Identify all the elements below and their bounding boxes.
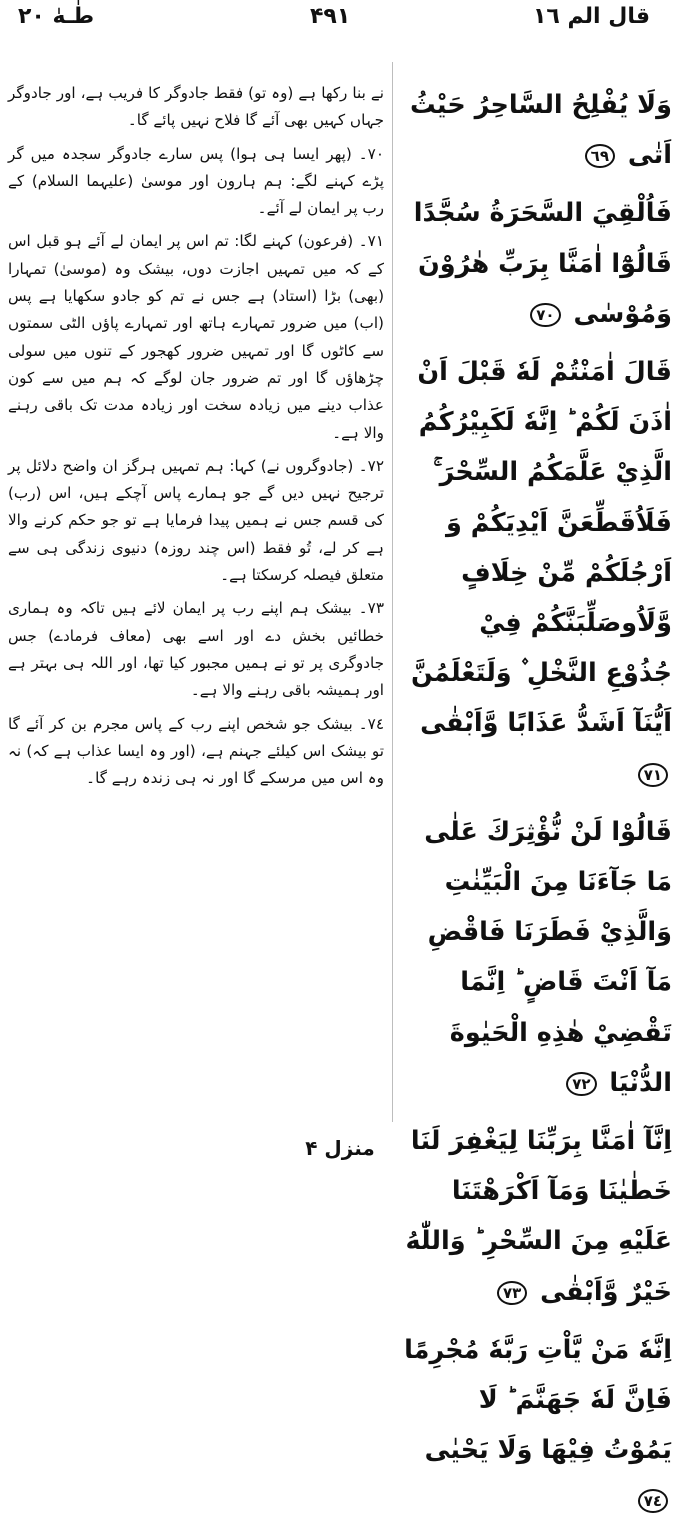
arabic-verse [404,80,672,180]
arabic-text-column [404,80,672,1511]
arabic-verse [404,347,672,799]
translation-paragraph: ٧٣۔ بیشک ہم اپنے رب پر ایمان لائے ہیں تاکہ وہ ہماری خطائیں بخش دے اور اسے بھی (معاف فرمادے) جس جادوگری پر تو نے ہمیں مجبور کیا تھا، اور اللہ ہی بہتر ہے اور ہمیشہ باقی رہنے والا ہے۔ [8,599,384,700]
page-header [0,0,680,40]
verse-text: وَلَا يُفْلِحُ السَّاحِرُ حَيْثُ اَتٰى [409,90,672,171]
verse-text: اِنَّهٗ مَنْ يَّاْتِ رَبَّهٗ مُجْرِمًا فَاِنَّ لَهٗ جَهَنَّمَ ؕ لَا يَمُوْتُ فِيْهَا وَلَا يَحْيٰى [404,1334,672,1466]
verse-text: فَاُلْقِيَ السَّحَرَةُ سُجَّدًا قَالُوْٓا اٰمَنَّا بِرَبِّ هٰرُوْنَ وَمُوْسٰى [413,198,672,329]
column-divider [392,62,393,1122]
juz-title: قال الم ١٦ [533,4,650,29]
ayah-number-marker: ٧٠ [530,303,560,327]
ayah-number-marker: ٦٩ [585,144,615,168]
translation-paragraph: نے بنا رکھا ہے (وہ تو) فقط جادوگر کا فریب ہے، اور جادوگر جہاں کہیں بھی آئے گا فلاح نہیں پائے گا۔ [8,84,384,130]
urdu-translation-column [8,80,384,1110]
arabic-verse [404,1325,672,1526]
ayah-number-marker: ٧٤ [638,1489,668,1513]
translation-paragraph: ٧٠۔ (پھر ایسا ہی ہوا) پس سارے جادوگر سجدہ میں گر پڑے کہنے لگے: ہم ہارون اور موسیٰ (علیہما السلام) کے رب پر ایمان لے آئے۔ [8,144,384,218]
verse-text: اِنَّآ اٰمَنَّا بِرَبِّنَا لِيَغْفِرَ لَنَا خَطٰيٰنَا وَمَآ اَكْرَهْتَنَا عَلَيْهِ مِنَ السِّحْرِ ؕ وَاللّٰهُ خَيْرٌ وَّاَبْقٰى [405,1126,672,1307]
ayah-number-marker: ٧٢ [566,1072,596,1096]
translation-paragraph: ٧١۔ (فرعون) کہنے لگا: تم اس پر ایمان لے آئے ہو قبل اس کے کہ میں تمہیں اجازت دوں، بیشک وہ (موسیٰ) تمہارا (بھی) بڑا (استاد) ہے جس نے تم کو جادو سکھایا ہے پس (اب) میں ضرور تمہارے ہاتھ اور تمہارے پاؤں الٹی سمتوں سے کاٹوں گا اور تمہیں ضرور کھجور کے تنوں میں سولی چڑھاؤں گا اور تم ضرور جان لوگے کہ ہم میں سے کون عذاب دینے میں زیادہ سخت اور زیادہ مدت تک باقی رہنے والا ہے۔ [8,232,384,442]
translation-paragraph: ٧٢۔ (جادوگروں نے) کہا: ہم تمہیں ہرگز ان واضح دلائل پر ترجیح نہیں دیں گے جو ہمارے پاس آچکے ہیں، اس (رب) کی قسم جس نے ہمیں پیدا فرمایا ہے تو جو حکم کرنے والا ہے کر لے، تُو فقط (اس چند روزہ) دنیوی زندگی ہی سے متعلق فیصلہ کرسکتا ہے۔ [8,456,384,585]
manzil-footer: منزل ۴ [305,1136,375,1160]
verse-text: قَالُوْا لَنْ نُّؤْثِرَكَ عَلٰى مَا جَآءَنَا مِنَ الْبَيِّنٰتِ وَالَّذِيْ فَطَرَنَا فَاقْضِ مَآ اَنْتَ قَاضٍ ؕ اِنَّمَا تَقْضِيْ هٰذِهِ الْحَيٰوةَ الدُّنْيَا [424,816,672,1098]
page-number: ۴۹۱ [310,4,351,29]
ayah-number-marker: ٧١ [638,763,668,787]
ayah-number-marker: ٧٣ [497,1281,527,1305]
translation-paragraph: ٧٤۔ بیشک جو شخص اپنے رب کے پاس مجرم بن کر آئے گا تو بیشک اس کیلئے جہنم ہے، (اور وہ ایسا عذاب ہے کہ) نہ وہ اس میں مرسکے گا اور نہ ہی زندہ رہے گا۔ [8,714,384,788]
arabic-verse [404,188,672,339]
verse-text: قَالَ اٰمَنْتُمْ لَهٗ قَبْلَ اَنْ اٰذَنَ لَكُمْ ؕ اِنَّهٗ لَكَبِيْرُكُمُ الَّذِيْ عَلَّمَكُمُ السِّحْرَ ۚ فَلَاُقَطِّعَنَّ اَيْدِيَكُمْ وَ اَرْجُلَكُمْ مِّنْ خِلَافٍ وَّلَاُوصَلِّبَنَّكُمْ فِيْ جُذُوْعِ النَّخْلِ ۫ وَلَتَعْلَمُنَّ اَيُّنَآ اَشَدُّ عَذَابًا وَّاَبْقٰى [410,357,672,739]
surah-title: طٰـهٰ ٢٠ [18,4,95,29]
arabic-verse [404,807,672,1108]
